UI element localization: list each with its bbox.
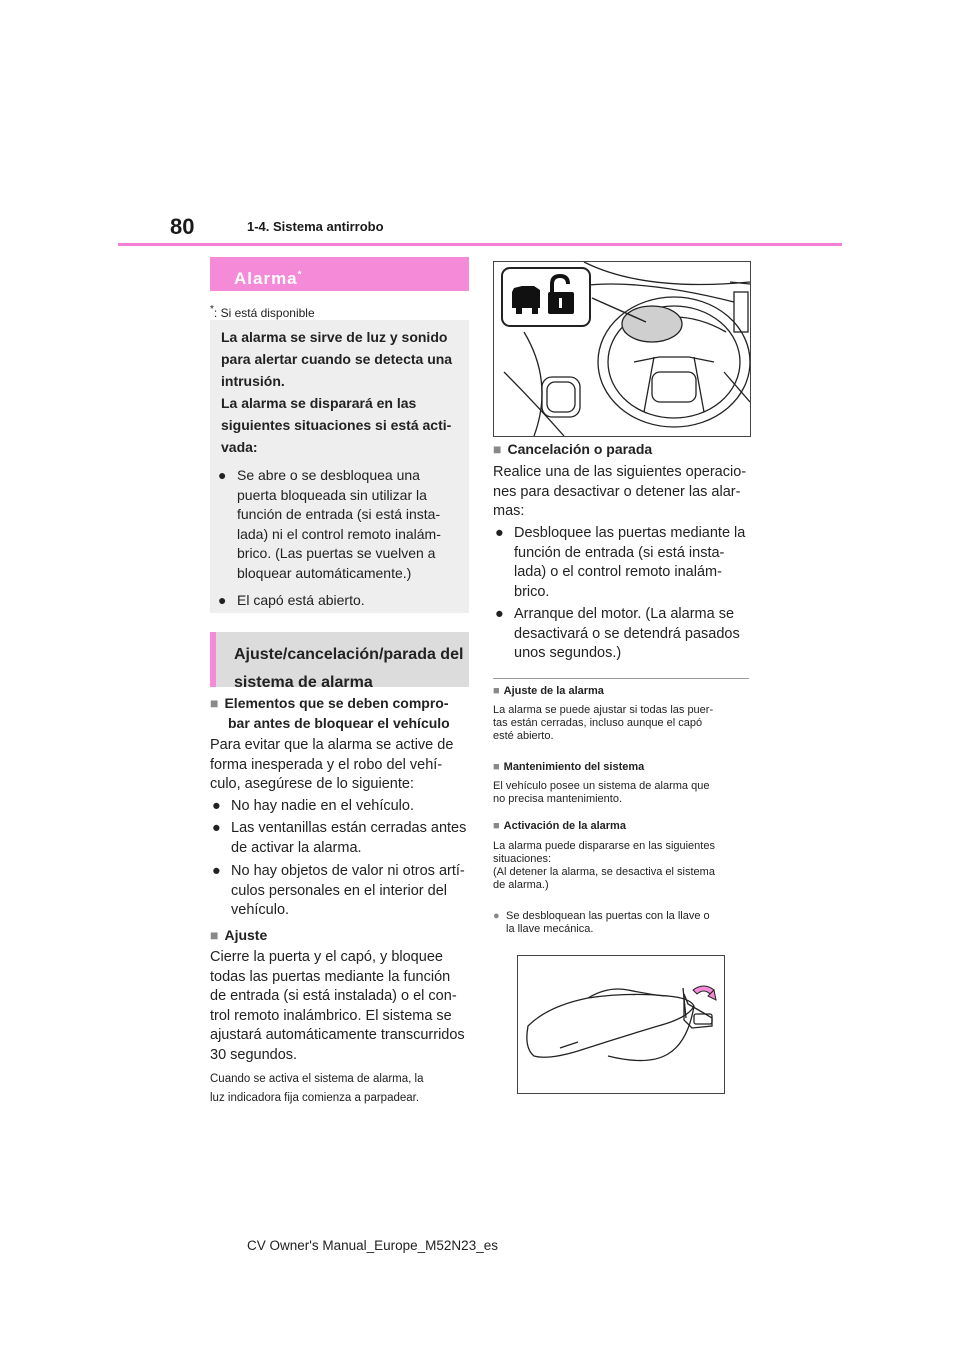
square-bullet-icon: ■	[493, 685, 500, 697]
notes-divider	[493, 678, 749, 679]
door-handle-key-illustration	[517, 955, 725, 1094]
alarm-title: Alarma	[234, 269, 298, 288]
bullet-dot-icon: ●	[218, 467, 227, 483]
manual-id: CV Owner's Manual_Europe_M52N23_es	[247, 1238, 498, 1253]
bullet-dot-icon: ●	[212, 863, 221, 879]
note-heading: ■ Mantenimiento del sistema	[493, 761, 645, 773]
list-item: ● No hay nadie en el vehículo.	[212, 797, 472, 817]
list-item: ● El capó está abierto.	[218, 591, 468, 611]
square-bullet-icon: ■	[493, 761, 500, 773]
bullet-dot-icon: ●	[212, 798, 221, 814]
bullet-dot-icon: ●	[212, 820, 221, 836]
alarm-title-bar	[210, 257, 469, 291]
items-heading: ■ Elementos que se deben compro- bar antes de bloquear el vehículo	[210, 695, 450, 731]
section-heading: Ajuste/cancelación/parada del sistema de alarma	[210, 632, 469, 687]
list-item: ● Arranque del motor. (La alarma se desactivará o se detendrá pasados unos segundos.)	[495, 606, 740, 661]
page-number: 80	[170, 214, 195, 239]
bullet-dot-icon: ●	[495, 606, 504, 622]
square-bullet-icon: ■	[493, 441, 502, 457]
bullet-dot-icon: ●	[493, 910, 500, 922]
list-item: ● Se abre o se desbloquea una puerta bloqueada sin utilizar la función de entrada (si está insta- lada) ni el control remoto inalám- brico. (Las puertas se vuelven a bloquear automáticamente.)	[218, 467, 441, 581]
alarm-title-mark: *	[297, 269, 303, 281]
square-bullet-icon: ■	[210, 927, 219, 943]
ajuste-note: Cuando se activa el sistema de alarma, la luz indicadora fija comienza a parpadear.	[210, 1073, 424, 1104]
alarm-intro: La alarma se sirve de luz y sonido para alertar cuando se detecta una intrusión. La alarma se disparará en las siguientes situaciones si está acti- vada:	[221, 329, 453, 455]
note-text: El vehículo posee un sistema de alarma que no precisa mantenimiento.	[493, 780, 710, 805]
list-item: ● Las ventanillas están cerradas antes de activar la alarma.	[212, 820, 467, 856]
bullet-dot-icon: ●	[495, 525, 504, 541]
list-item: ● No hay objetos de valor ni otros artí- culos personales en el interior del vehículo.	[212, 863, 465, 918]
bullet-dot-icon: ●	[218, 592, 227, 608]
cancel-heading: ■ Cancelación o parada	[493, 441, 653, 457]
square-bullet-icon: ■	[493, 820, 500, 832]
note-heading: ■ Activación de la alarma	[493, 820, 626, 832]
header-rule	[118, 243, 842, 246]
availability-footnote: *: Si está disponible	[210, 304, 315, 320]
items-text: Para evitar que la alarma se active de forma inesperada y el robo del vehí- culo, asegúrese de lo siguiente:	[210, 737, 454, 792]
square-bullet-icon: ■	[210, 695, 219, 711]
cancel-text: Realice una de las siguientes operacio- nes para desactivar o detener las alar- mas:	[493, 464, 747, 519]
note-text: La alarma puede dispararse en las siguientes situaciones: (Al detener la alarma, se desactiva el sistema de alarma.)	[493, 840, 715, 891]
section-title: 1-4. Sistema antirrobo	[247, 219, 384, 234]
note-text: La alarma se puede ajustar si todas las puer- tas están cerradas, incluso aunque el capó esté abierto.	[493, 704, 714, 742]
note-heading: ■ Ajuste de la alarma	[493, 685, 604, 697]
ajuste-heading: ■ Ajuste	[210, 927, 268, 943]
list-item: ● Desbloquee las puertas mediante la función de entrada (si está insta- lada) o el control remoto inalám- brico.	[495, 525, 746, 600]
dashboard-illustration	[493, 261, 751, 437]
ajuste-text: Cierre la puerta y el capó, y bloquee todas las puertas mediante la función de entrada (si está instalada) o el con- trol remoto inalámbrico. El sistema se ajustará automáticamente transcurridos 30 segundos.	[210, 949, 465, 1063]
list-item: ● Se desbloquean las puertas con la llave o la llave mecánica.	[493, 910, 710, 935]
